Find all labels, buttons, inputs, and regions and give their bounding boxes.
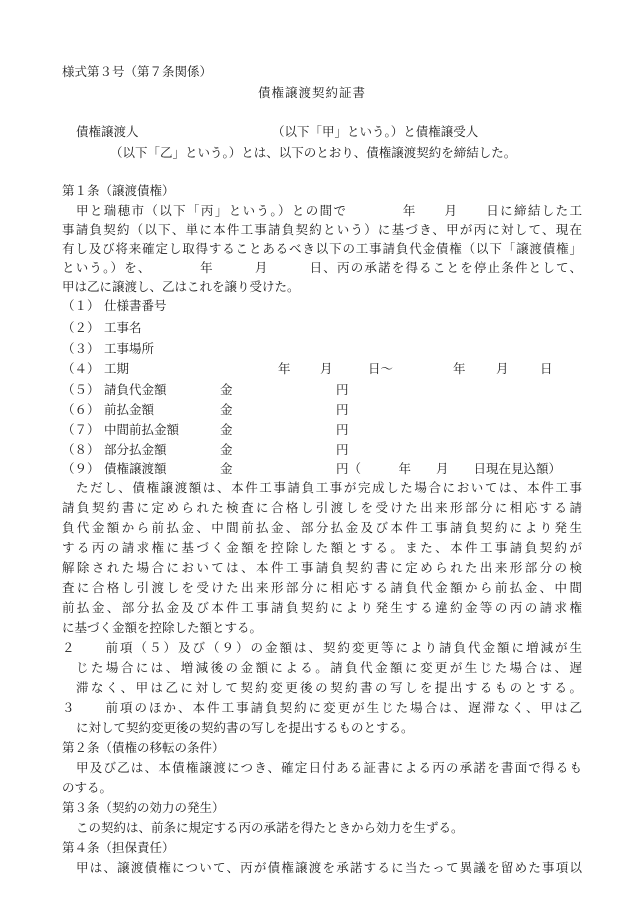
proviso-line: 前払金、部分払金及び本件工事請負契約により発生する違約金等の丙の請求権 [62,600,582,615]
item-advance-payment [62,402,582,418]
document-title: 債権譲渡契約証書 [258,85,367,100]
item-label: 仕様書番号 [104,298,167,313]
yen-suffix: 円 [336,402,349,417]
article-1-line: 甲は乙に譲渡し、乙はこれを譲り受けた。 [62,279,300,294]
item-transfer-amount [62,461,582,477]
item-number: （５） [62,382,100,397]
period-start-year: 年 [278,361,291,376]
item-label: 工期 [104,361,130,376]
item-label: 債権譲渡額 [104,461,167,476]
item-label: 工事名 [104,320,142,335]
transferor-definition: （以下「甲」という。）と債権譲受人 [272,124,479,139]
article-2-line: のする。 [62,780,113,795]
item-label: 中間前払金額 [104,422,180,437]
paragraph-2-line: じた場合には、増減後の金額による。請負代金額に変更が生じた場合は、遅 [76,660,582,675]
proviso-line: 査に合格し引渡しを受けた出来形部分に相応する請負代金額から前払金、中間 [62,580,582,595]
period-end-day: 日 [540,361,553,376]
kin-prefix: 金 [220,461,233,476]
item-number: （４） [62,361,100,376]
paragraph-2-line: 滞なく、甲は乙に対して契約変更後の契約書の写しを提出するものとする。 [76,680,582,695]
proviso-line: する丙の請求権に基づく金額を控除した額とする。また、本件工事請負契約が [62,540,582,555]
proviso-line: 解除された場合においては、本件工事請負契約書に定められた出来形部分の検 [62,560,582,575]
article-4-heading: 第４条（担保責任） [62,840,175,855]
item-interim-advance [62,422,582,438]
item-number: （２） [62,320,100,335]
item-number: （７） [62,422,100,437]
item-construction-site [62,341,582,357]
item-construction-name [62,320,582,336]
proviso-line: ただし、債権譲渡額は、本件工事請負工事が完成した場合においては、本件工事 [76,480,582,495]
article-4-line: 甲は、譲渡債権について、丙が債権譲渡を承諾するに当たって異議を留めた事項以 [76,860,582,875]
article-3-line: この契約は、前条に規定する丙の承諾を得たときから効力を生ずる。 [76,820,464,835]
article-1-line: 事請負契約（以下、単に本件工事請負契約という）に基づき、甲が丙に対して、現在 [62,222,582,237]
paragraph-3-line: に対して契約変更後の契約書の写しを提出するものとする。 [76,720,414,735]
yen-suffix: 円（ 年 月 日現在見込額） [336,461,562,476]
article-1-line: 甲と瑞穂市（以下「丙」という。）との間で 年 月 日に締結した工 [76,203,582,218]
proviso-line: 負代金額から前払金、中間前払金、部分払金及び本件工事請負契約により発生 [62,520,582,535]
article-3-heading: 第３条（契約の効力の発生） [62,800,225,815]
paragraph-2-line: ２ 前項（５）及び（９）の金額は、契約変更等により請負代金額に増減が生 [62,640,582,655]
yen-suffix: 円 [336,422,349,437]
yen-suffix: 円 [336,442,349,457]
item-spec-number [62,298,582,314]
article-1-line: 有し及び将来確定し取得することあるべき以下の工事請負代金債権（以下「譲渡債権」 [62,241,582,256]
period-end-year: 年 [453,361,466,376]
item-number: （６） [62,402,100,417]
kin-prefix: 金 [220,402,233,417]
item-number: （１） [62,298,100,313]
item-number: （３） [62,341,100,356]
form-number: 様式第３号（第７条関係） [62,64,213,79]
item-contract-amount [62,382,582,398]
item-label: 請負代金額 [104,382,167,397]
kin-prefix: 金 [220,442,233,457]
item-number: （９） [62,461,100,476]
proviso-line: に基づく金額を控除した額とする。 [62,620,263,635]
paragraph-3-line: ３ 前項のほか、本件工事請負契約に変更が生じた場合は、遅滞なく、甲は乙 [62,700,582,715]
item-label: 前払金額 [104,402,155,417]
article-2-line: 甲及び乙は、本債権譲渡につき、確定日付ある証書による丙の承諾を書面で得るも [76,760,582,775]
item-number: （８） [62,442,100,457]
kin-prefix: 金 [220,382,233,397]
item-partial-payment [62,442,582,458]
transferee-definition: （以下「乙」という。）とは、以下のとおり、債権譲渡契約を締結した。 [110,145,517,160]
yen-suffix: 円 [336,382,349,397]
transferor-label: 債権譲渡人 [76,124,139,139]
period-start-day: 日～ [368,361,394,376]
article-1-heading: 第１条（譲渡債権） [62,183,175,198]
kin-prefix: 金 [220,422,233,437]
period-start-month: 月 [320,361,333,376]
item-construction-period [62,361,582,377]
article-2-heading: 第２条（債権の移転の条件） [62,740,225,755]
period-end-month: 月 [496,361,509,376]
item-label: 部分払金額 [104,442,167,457]
proviso-line: 請負契約書に定められた検査に合格し引渡しを受けた出来形部分に相応する請 [62,500,582,515]
item-label: 工事場所 [104,341,155,356]
article-1-line: という。）を、 年 月 日、丙の承諾を得ることを停止条件として、 [62,260,582,275]
